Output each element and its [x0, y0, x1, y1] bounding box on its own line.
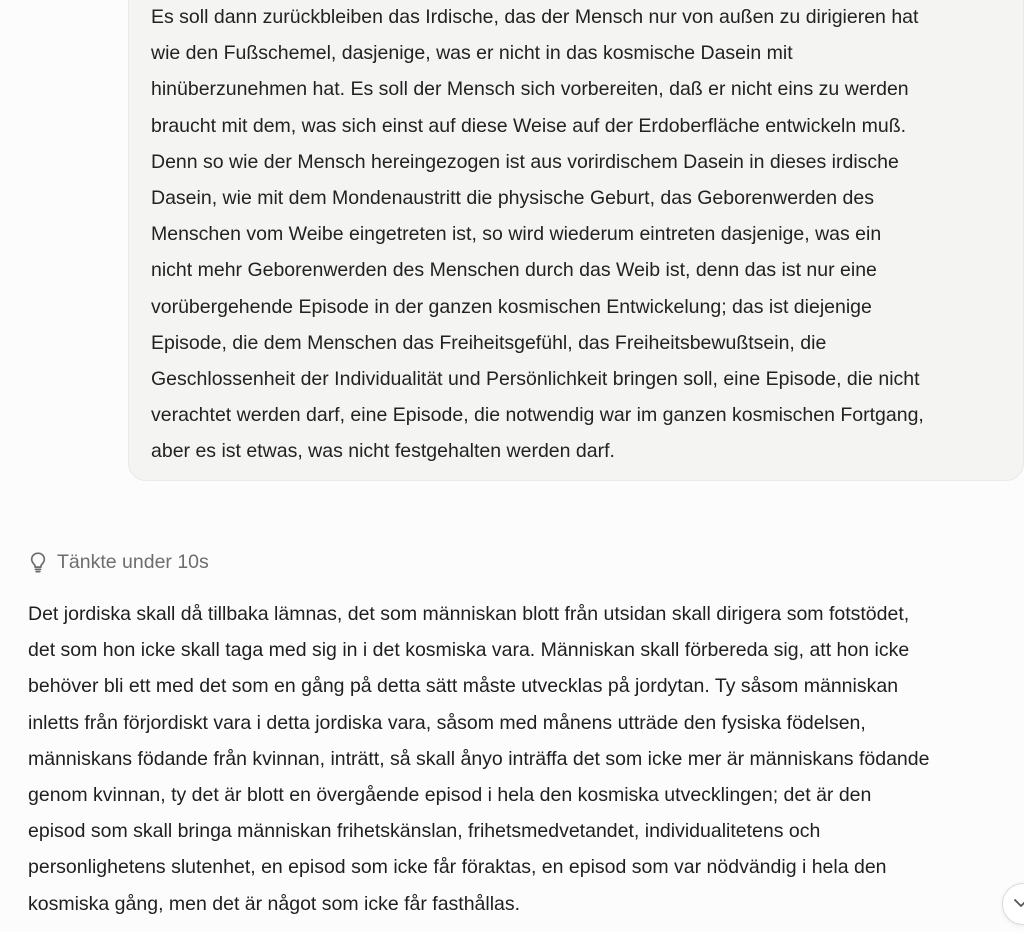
user-message-line: braucht mit dem, was sich einst auf diese Weise auf der Erdoberfläche entwickeln muß.: [151, 114, 907, 137]
user-message-line: Episode, die dem Menschen das Freiheitsgefühl, das Freiheitsbewußtsein, die: [151, 331, 827, 354]
lightbulb-icon: [28, 551, 48, 573]
assistant-message-line: genom kvinnan, ty det är blott en övergående episod i hela den kosmiska utvecklingen; det är den: [28, 784, 872, 807]
assistant-message-line: episod som skall bringa människan frihetskänslan, frihetsmedvetandet, individualitetens och: [28, 820, 821, 843]
chevron-down-icon: [1012, 896, 1024, 915]
user-message-text: [151, 0, 1003, 470]
user-message-line: Es soll dann zurückbleiben das Irdische, das der Mensch nur von außen zu dirigieren hat: [151, 6, 919, 28]
assistant-message-line: människans födande från kvinnan, inträtt, så skall ånyo inträffa det som icke mer är människans födande: [28, 747, 930, 770]
user-message-line: nicht mehr Geborenwerden des Menschen durch das Weib ist, denn das ist nur eine: [151, 259, 877, 282]
assistant-message-line: behöver bli ett med det som en gång på detta sätt måste utvecklas på jordytan. Ty såsom människan: [28, 675, 899, 698]
user-message-line: Geschlossenheit der Individualität und Persönlichkeit bringen soll, eine Episode, die nicht: [151, 368, 920, 391]
assistant-message-line: det som hon icke skall taga med sig in i det kosmiska vara. Människan skall förbereda sig, att hon icke: [28, 639, 910, 662]
user-message-line: aber es ist etwas, was nicht festgehalten werden darf.: [151, 440, 615, 463]
assistant-message-line: inletts från förjordiskt vara i detta jordiska vara, såsom med månens utträde den fysiska födelsen,: [28, 711, 866, 734]
assistant-message-line: personlighetens slutenhet, en episod som icke får föraktas, en episod som var nödvändig i hela den: [28, 856, 887, 879]
user-message-line: hinüberzunehmen hat. Es soll der Mensch sich vorbereiten, daß er nicht eins zu werden: [151, 78, 909, 101]
thinking-toggle[interactable]: [28, 549, 209, 575]
user-message-line: vorübergehende Episode in der ganzen kosmischen Entwickelung; das ist diejenige: [151, 295, 872, 318]
user-message-line: Dasein, wie mit dem Mondenaustritt die physische Geburt, das Geborenwerden des: [151, 187, 874, 210]
assistant-message-text: [28, 596, 1024, 922]
user-message-line: Menschen vom Weibe eingetreten ist, so wird wiederum eintreten dasjenige, was ein: [151, 223, 882, 246]
user-message-bubble: [128, 0, 1024, 481]
thinking-label: Tänkte under 10s: [57, 550, 209, 573]
assistant-message-line: kosmiska gång, men det är något som icke får fasthållas.: [28, 892, 521, 915]
assistant-message-line: Det jordiska skall då tillbaka lämnas, det som människan blott från utsidan skall dirigera som fotstödet,: [28, 603, 910, 625]
user-message-line: verachtet werden darf, eine Episode, die notwendig war im ganzen kosmischen Fortgang,: [151, 404, 924, 427]
user-message-line: wie den Fußschemel, dasjenige, was er nicht in das kosmische Dasein mit: [151, 42, 793, 65]
user-message-line: Denn so wie der Mensch hereingezogen ist aus vorirdischem Dasein in dieses irdische: [151, 150, 899, 173]
